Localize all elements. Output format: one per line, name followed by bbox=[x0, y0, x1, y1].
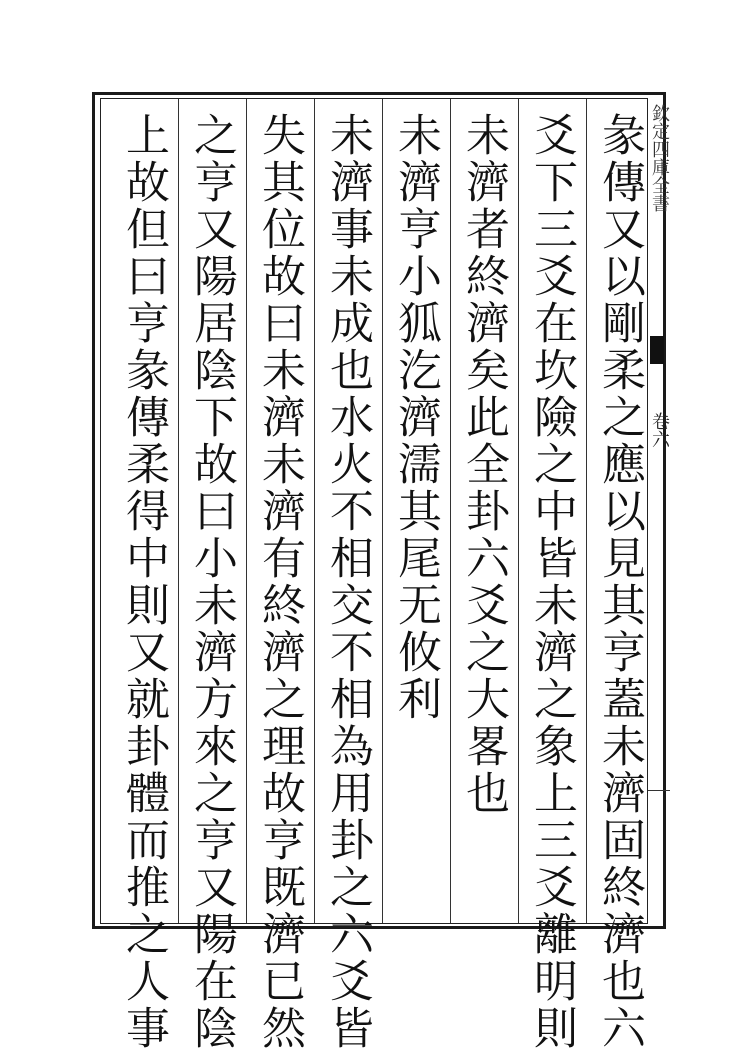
text-column-3: 未濟者終濟矣此全卦六爻之大畧也 bbox=[458, 112, 509, 817]
text-column-2: 爻下三爻在坎險之中皆未濟之象上三爻離明則 bbox=[526, 112, 577, 1052]
text-column-1: 彖傳又以剛柔之應以見其亨蓋未濟固終濟也六 bbox=[594, 112, 645, 1052]
text-column-7: 之亨又陽居陰下故曰小未濟方來之亨又陽在陰 bbox=[186, 112, 237, 1052]
margin-book-title: 欽定四庫全書 bbox=[649, 104, 670, 212]
text-column-8: 上故但曰亨彖傳柔得中則又就卦體而推之人事 bbox=[118, 112, 169, 1052]
margin-rule-mark bbox=[648, 790, 670, 791]
text-column-5: 未濟事未成也水火不相交不相為用卦之六爻皆 bbox=[322, 112, 373, 1052]
fishtail-mark bbox=[650, 336, 664, 364]
text-column-4: 未濟亨小狐汔濟濡其尾无攸利 bbox=[390, 112, 441, 723]
text-column-6: 失其位故曰未濟未濟有終濟之理故亨既濟已然 bbox=[254, 112, 305, 1052]
margin-volume-label: 卷六 bbox=[649, 412, 670, 448]
